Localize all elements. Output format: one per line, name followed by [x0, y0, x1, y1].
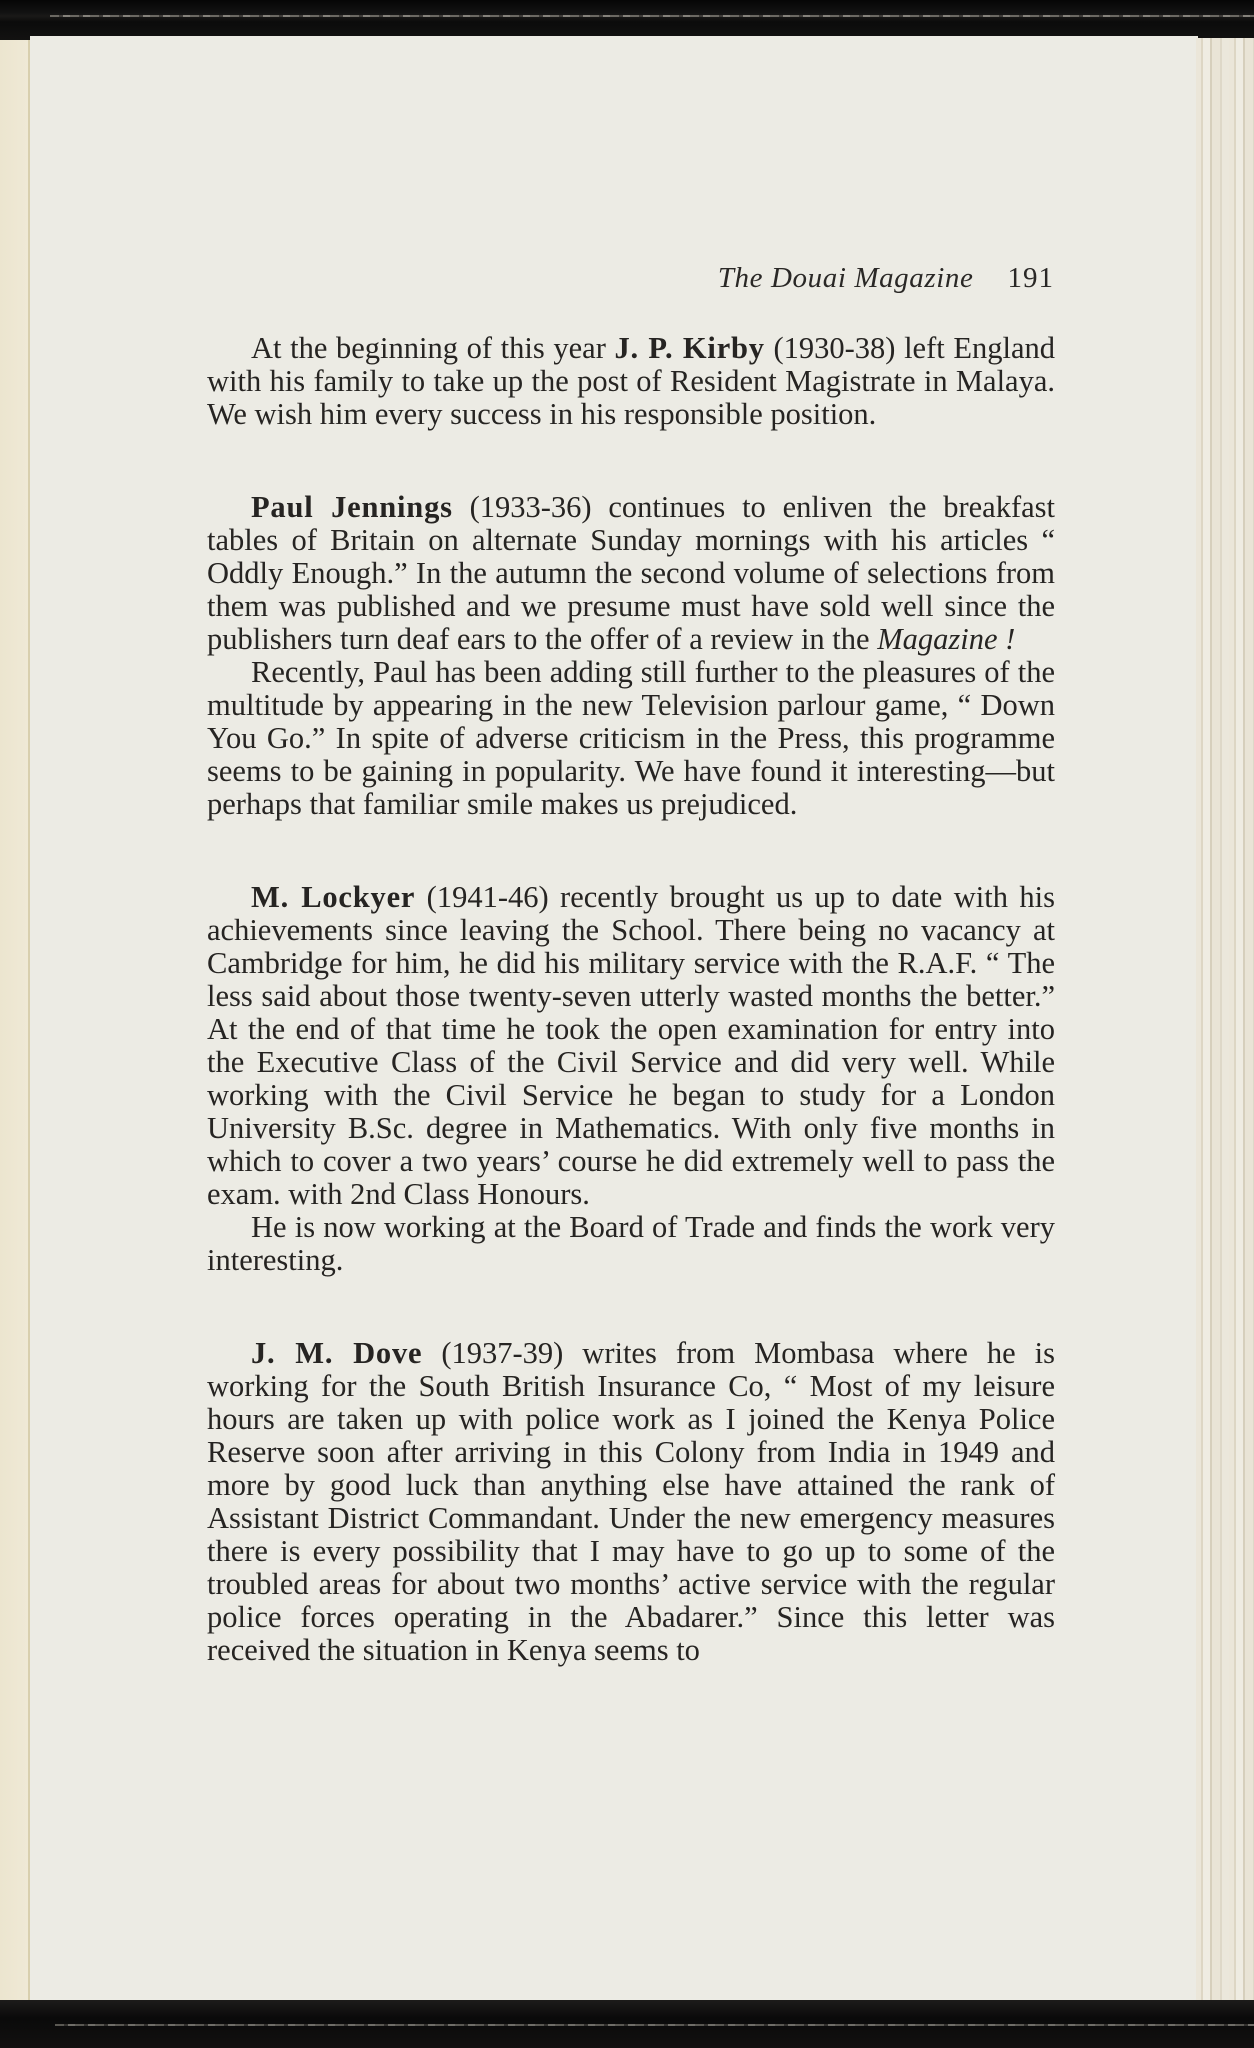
running-head: [718, 262, 1054, 295]
alumnus-name: J. M. Dove: [251, 1336, 423, 1370]
paragraph-body: He is now working at the Board of Trade and finds the work very interesting.: [207, 1210, 1055, 1277]
facing-page-edge: [0, 40, 30, 2002]
lead-text: At the beginning of this year: [251, 331, 615, 365]
magazine-title: The Douai Magazine: [717, 262, 974, 294]
paragraph-jennings: [207, 491, 1055, 656]
paragraph-body: (1933-36) continues to enliven the breakfast tables of Britain on alternate Sunday mornings with his articles “ Oddly Enough.” In the autumn the second volume of selections from them was published and we presume must have sold well since the publishers turn deaf ears to the offer of a review in the: [207, 490, 1055, 656]
paragraph-body: Recently, Paul has been adding still further to the pleasures of the multitude by appearing in the new Television parlour game, “ Down You Go.” In spite of adverse criticism in the Press, this programme seems to be gaining in popularity. We have found it interesting—but perhaps that familiar smile makes us prejudiced.: [207, 655, 1055, 821]
paragraph-body: (1941-46) recently brought us up to date with his achievements since leaving the School. There being no vacancy at Cambridge for him, he did his military service with the R.A.F. “ The less said about those twenty-seven utterly wasted months the better.” At the end of that time he took the open examination for entry into the Executive Class of the Civil Service and did very well. While working with the Civil Service he began to study for a London University B.Sc. degree in Mathematics. With only five months in which to cover a two years’ course he did extremely well to pass the exam. with 2nd Class Honours.: [207, 880, 1055, 1211]
paragraph-body: (1930-38) left England with his family to take up the post of Resident Magistrate in Malaya. We wish him every success in his responsible position.: [207, 331, 1055, 431]
paragraph-kirby: [207, 332, 1055, 431]
paragraph-jennings-2: [207, 656, 1055, 821]
alumnus-name: J. P. Kirby: [614, 331, 765, 365]
paragraph-lockyer-2: [207, 1211, 1055, 1277]
alumnus-name: Paul Jennings: [251, 490, 453, 524]
magazine-reference: Magazine !: [877, 622, 1016, 656]
book-binding-bottom: [0, 2000, 1254, 2048]
page-stack-edge: [1196, 38, 1254, 2000]
paragraph-lockyer: [207, 881, 1055, 1211]
paragraph-dove: [207, 1337, 1055, 1667]
article-text: [207, 332, 1055, 1667]
paragraph-body: (1937-39) writes from Mombasa where he is working for the South British Insurance Co, “ Most of my leisure hours are taken up with police work as I joined the Kenya Police Reserve soon after arriving in this Colony from India in 1949 and more by good luck than anything else have attained the rank of Assistant District Commandant. Under the new emergency measures there is every possibility that I may have to go up to some of the troubled areas for about two months’ active service with the regular police forces operating in the Abadarer.” Since this letter was received the situation in Kenya seems to: [207, 1336, 1055, 1667]
page-number: 191: [1007, 262, 1054, 294]
alumnus-name: M. Lockyer: [251, 880, 416, 914]
